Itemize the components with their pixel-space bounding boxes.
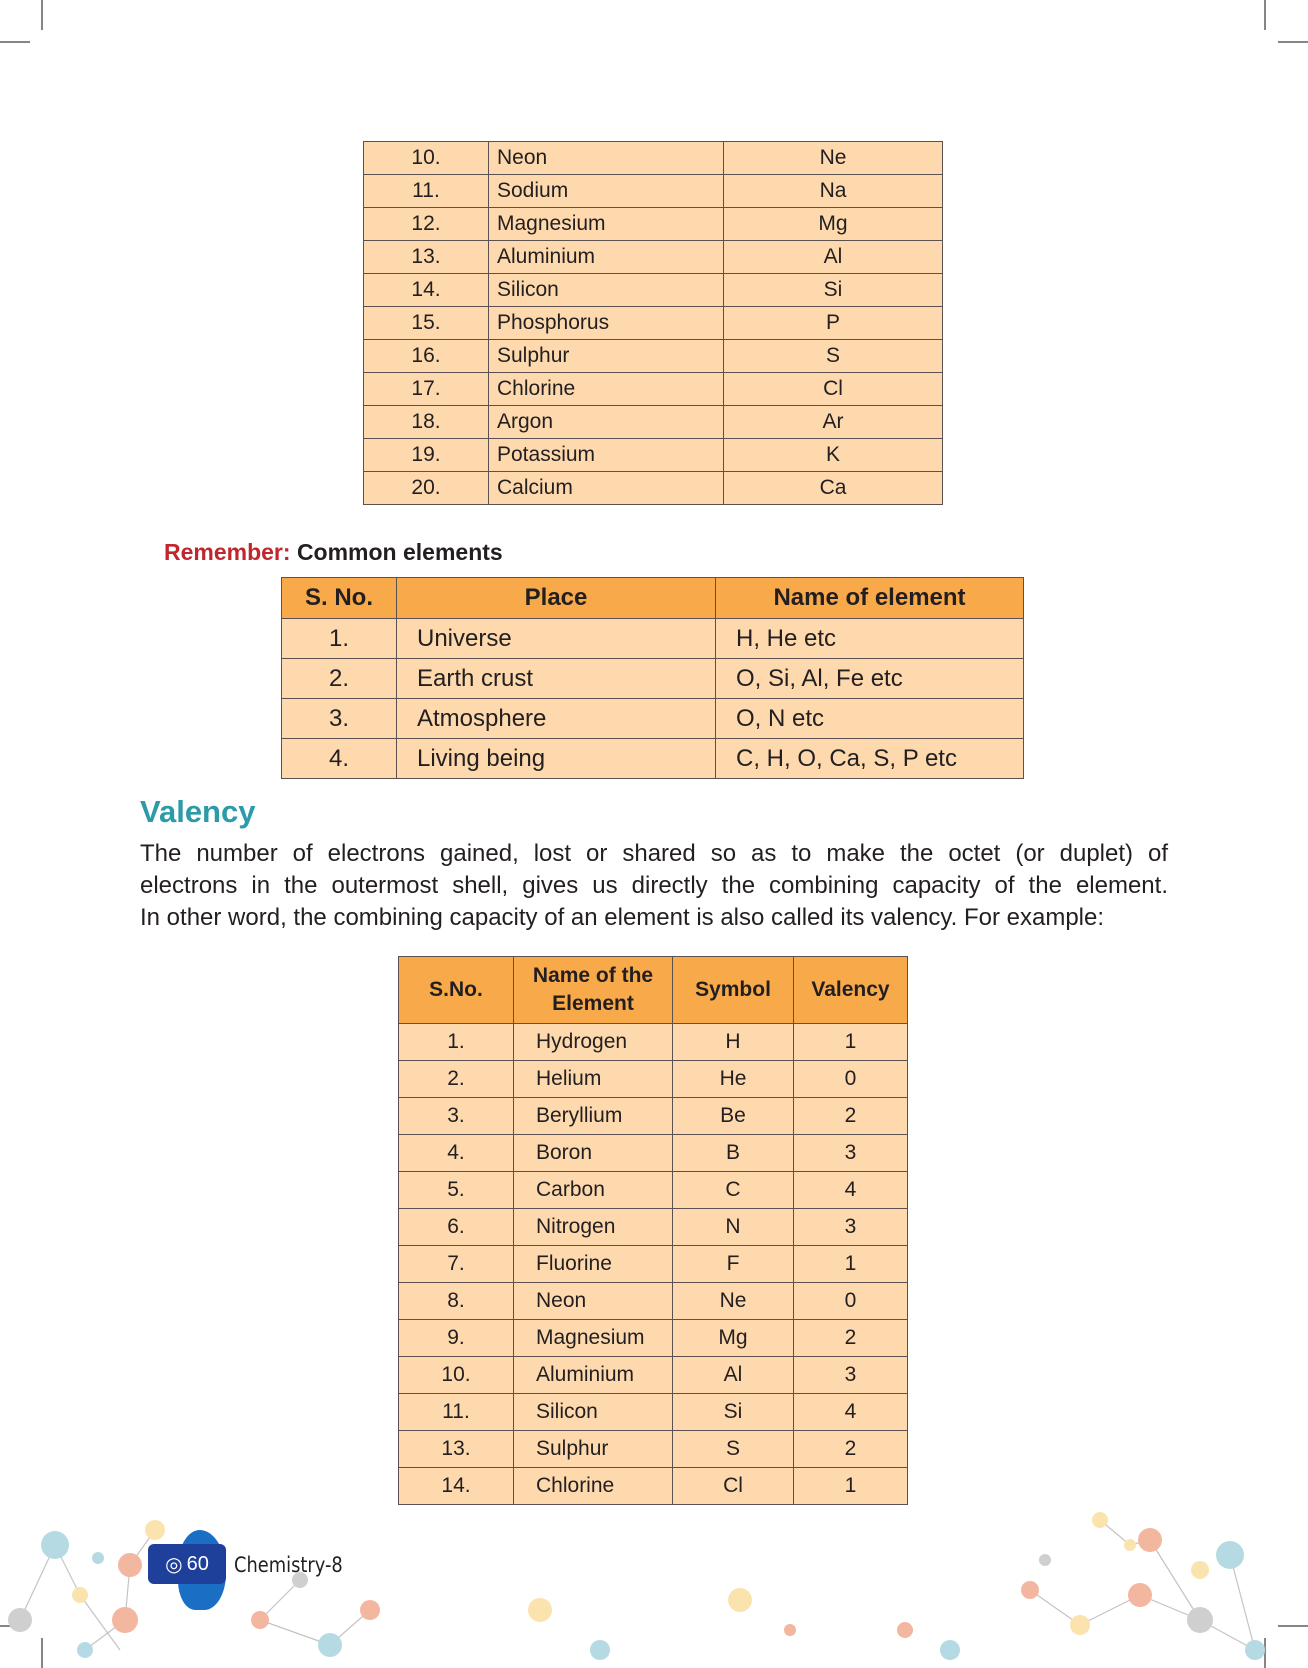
book-title: Chemistry-8 — [234, 1553, 343, 1577]
table-row — [364, 175, 943, 208]
cell-name: Fluorine — [514, 1246, 673, 1283]
header-line: Name of the — [532, 964, 654, 987]
cell-valency: 1 — [794, 1024, 908, 1061]
cell-sno: 9. — [399, 1320, 514, 1357]
table-row — [364, 307, 943, 340]
cell-symbol: Al — [724, 241, 943, 274]
cell-symbol: F — [673, 1246, 794, 1283]
cell-name: Calcium — [489, 472, 724, 505]
cell-symbol: Be — [673, 1098, 794, 1135]
table-row — [399, 1135, 908, 1172]
cell-name: Beryllium — [514, 1098, 673, 1135]
cell-sno: 6. — [399, 1209, 514, 1246]
cell-name: Argon — [489, 406, 724, 439]
cell-name: Magnesium — [514, 1320, 673, 1357]
cell-symbol: C — [673, 1172, 794, 1209]
cell-name: Nitrogen — [514, 1209, 673, 1246]
swirl-icon: ◎ — [165, 1553, 183, 1576]
page-number: 60 — [186, 1552, 209, 1575]
cell-symbol: S — [724, 340, 943, 373]
cell-name: Sodium — [489, 175, 724, 208]
cell-name: Aluminium — [514, 1357, 673, 1394]
cell-elements: H, He etc — [716, 619, 1024, 659]
table-header-row — [399, 957, 908, 1024]
cell-name: Silicon — [514, 1394, 673, 1431]
cell-symbol: Na — [724, 175, 943, 208]
paragraph-line: The number of electrons gained, lost or shared so as to make the octet (or duplet) of — [140, 840, 1168, 867]
table-row — [282, 659, 1024, 699]
cell-valency: 1 — [794, 1246, 908, 1283]
cell-name: Helium — [514, 1061, 673, 1098]
column-header-name — [514, 957, 673, 1024]
cell-sno: 15. — [364, 307, 489, 340]
cell-valency: 3 — [794, 1135, 908, 1172]
table-row — [399, 1172, 908, 1209]
cell-name: Magnesium — [489, 208, 724, 241]
table-row — [282, 619, 1024, 659]
table-row — [399, 1283, 908, 1320]
cell-sno: 10. — [364, 142, 489, 175]
cell-sno: 1. — [399, 1024, 514, 1061]
cell-sno: 8. — [399, 1283, 514, 1320]
table-row — [399, 1209, 908, 1246]
cell-sno: 3. — [399, 1098, 514, 1135]
cell-sno: 11. — [364, 175, 489, 208]
table-row — [282, 739, 1024, 779]
cell-valency: 4 — [794, 1172, 908, 1209]
cell-sno: 13. — [399, 1431, 514, 1468]
cell-elements: O, N etc — [716, 699, 1024, 739]
cell-symbol: He — [673, 1061, 794, 1098]
table-row — [364, 406, 943, 439]
cell-name: Chlorine — [514, 1468, 673, 1505]
cell-valency: 0 — [794, 1061, 908, 1098]
crop-mark — [1278, 41, 1308, 43]
cell-name: Sulphur — [514, 1431, 673, 1468]
cell-valency: 2 — [794, 1098, 908, 1135]
table-row — [399, 1246, 908, 1283]
cell-symbol: K — [724, 439, 943, 472]
column-header-element: Name of element — [716, 578, 1024, 619]
paragraph-line: In other word, the combining capacity of an element is also called its valency. For example: — [140, 904, 1105, 931]
remember-title: Common elements — [296, 539, 503, 565]
cell-symbol: Ca — [724, 472, 943, 505]
table-row — [364, 439, 943, 472]
cell-sno: 2. — [282, 659, 397, 699]
common-elements-table — [281, 577, 1024, 779]
cell-valency: 1 — [794, 1468, 908, 1505]
cell-sno: 20. — [364, 472, 489, 505]
table-row — [399, 1357, 908, 1394]
cell-symbol: Ne — [673, 1283, 794, 1320]
column-header-symbol: Symbol — [673, 957, 794, 1024]
cell-place: Earth crust — [397, 659, 716, 699]
cell-name: Phosphorus — [489, 307, 724, 340]
cell-symbol: Ne — [724, 142, 943, 175]
cell-sno: 1. — [282, 619, 397, 659]
cell-sno: 19. — [364, 439, 489, 472]
table-row — [364, 274, 943, 307]
cell-sno: 4. — [282, 739, 397, 779]
cell-name: Chlorine — [489, 373, 724, 406]
cell-symbol: Mg — [724, 208, 943, 241]
cell-sno: 3. — [282, 699, 397, 739]
paragraph-line: electrons in the outermost shell, gives us directly the combining capacity of the element. — [140, 872, 1168, 899]
cell-valency: 2 — [794, 1431, 908, 1468]
cell-valency: 3 — [794, 1209, 908, 1246]
cell-place: Living being — [397, 739, 716, 779]
cell-sno: 12. — [364, 208, 489, 241]
cell-symbol: Si — [724, 274, 943, 307]
cell-sno: 17. — [364, 373, 489, 406]
page-number-badge — [148, 1544, 226, 1584]
cell-valency: 3 — [794, 1357, 908, 1394]
cell-sno: 14. — [399, 1468, 514, 1505]
remember-label: Remember: — [164, 539, 291, 565]
cell-name: Aluminium — [489, 241, 724, 274]
column-header-sno: S.No. — [399, 957, 514, 1024]
cell-name: Neon — [514, 1283, 673, 1320]
cell-place: Atmosphere — [397, 699, 716, 739]
crop-mark — [41, 0, 43, 30]
cell-symbol: H — [673, 1024, 794, 1061]
table-header-row — [282, 578, 1024, 619]
cell-name: Hydrogen — [514, 1024, 673, 1061]
valency-paragraph — [140, 838, 1168, 934]
cell-name: Neon — [489, 142, 724, 175]
table-row — [364, 208, 943, 241]
table-row — [364, 142, 943, 175]
cell-valency: 2 — [794, 1320, 908, 1357]
cell-sno: 5. — [399, 1172, 514, 1209]
table-row — [364, 472, 943, 505]
cell-sno: 13. — [364, 241, 489, 274]
table-row — [399, 1061, 908, 1098]
cell-name: Silicon — [489, 274, 724, 307]
cell-name: Boron — [514, 1135, 673, 1172]
column-header-sno: S. No. — [282, 578, 397, 619]
column-header-valency: Valency — [794, 957, 908, 1024]
header-line: Element — [552, 992, 634, 1015]
section-heading-valency: Valency — [140, 794, 256, 829]
cell-sno: 16. — [364, 340, 489, 373]
crop-mark — [0, 41, 30, 43]
cell-sno: 7. — [399, 1246, 514, 1283]
cell-symbol: B — [673, 1135, 794, 1172]
cell-sno: 4. — [399, 1135, 514, 1172]
cell-sno: 18. — [364, 406, 489, 439]
cell-valency: 4 — [794, 1394, 908, 1431]
cell-symbol: P — [724, 307, 943, 340]
cell-elements: O, Si, Al, Fe etc — [716, 659, 1024, 699]
cell-sno: 11. — [399, 1394, 514, 1431]
cell-symbol: S — [673, 1431, 794, 1468]
table-row — [399, 1098, 908, 1135]
cell-symbol: Mg — [673, 1320, 794, 1357]
cell-name: Carbon — [514, 1172, 673, 1209]
table-row — [399, 1431, 908, 1468]
table-row — [399, 1468, 908, 1505]
cell-symbol: Cl — [673, 1468, 794, 1505]
cell-name: Sulphur — [489, 340, 724, 373]
crop-mark — [1264, 0, 1266, 30]
cell-sno: 10. — [399, 1357, 514, 1394]
cell-sno: 2. — [399, 1061, 514, 1098]
table-row — [282, 699, 1024, 739]
elements-table — [363, 141, 943, 505]
table-row — [399, 1024, 908, 1061]
cell-name: Potassium — [489, 439, 724, 472]
cell-elements: C, H, O, Ca, S, P etc — [716, 739, 1024, 779]
table-row — [399, 1320, 908, 1357]
table-row — [399, 1394, 908, 1431]
cell-place: Universe — [397, 619, 716, 659]
column-header-place: Place — [397, 578, 716, 619]
table-row — [364, 241, 943, 274]
cell-sno: 14. — [364, 274, 489, 307]
cell-symbol: Si — [673, 1394, 794, 1431]
cell-valency: 0 — [794, 1283, 908, 1320]
cell-symbol: N — [673, 1209, 794, 1246]
table-row — [364, 373, 943, 406]
cell-symbol: Ar — [724, 406, 943, 439]
cell-symbol: Cl — [724, 373, 943, 406]
remember-heading — [164, 539, 503, 566]
table-row — [364, 340, 943, 373]
valency-table — [398, 956, 908, 1505]
cell-symbol: Al — [673, 1357, 794, 1394]
